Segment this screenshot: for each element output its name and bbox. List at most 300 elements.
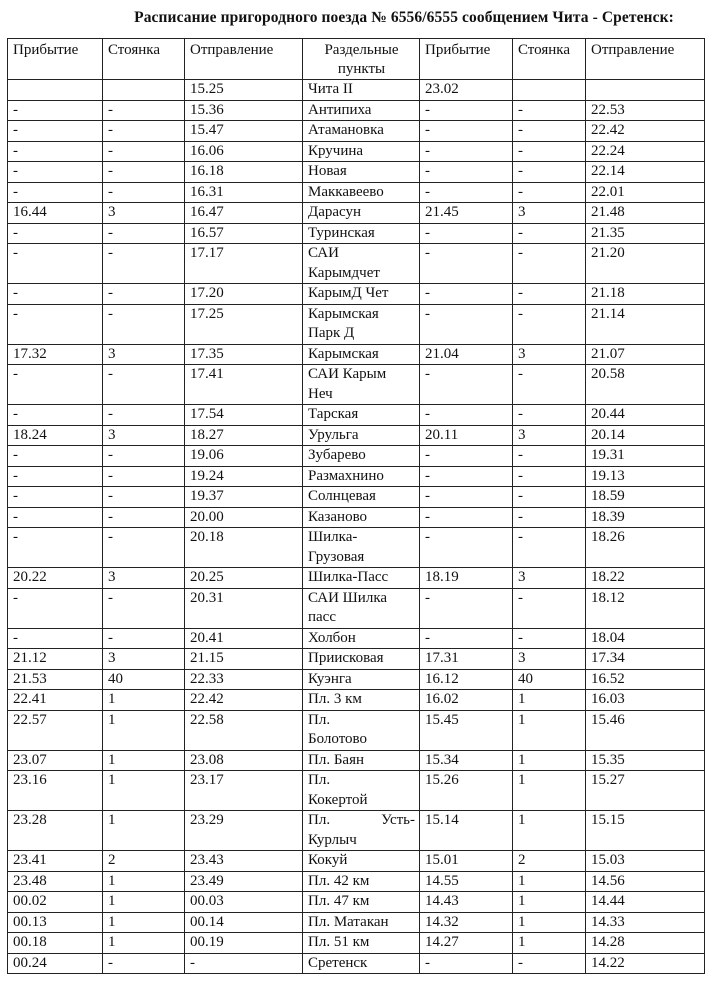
cell-departure-2: 15.27 — [586, 771, 705, 811]
cell-stop-1: - — [103, 628, 185, 649]
cell-station: Солнцевая — [303, 487, 420, 508]
cell-arrival-1: 22.57 — [8, 710, 103, 750]
cell-departure-1: 22.58 — [185, 710, 303, 750]
station-line: Парк Д — [308, 325, 355, 341]
cell-arrival-2: - — [420, 588, 513, 628]
cell-departure-1: 17.17 — [185, 244, 303, 284]
cell-arrival-2: - — [420, 446, 513, 467]
cell-stop-2: 1 — [513, 690, 586, 711]
cell-arrival-2: - — [420, 487, 513, 508]
cell-station — [303, 528, 420, 568]
cell-arrival-2: - — [420, 466, 513, 487]
cell-arrival-1: 23.28 — [8, 811, 103, 851]
station-line: Болотово — [308, 731, 368, 747]
cell-arrival-1: - — [8, 588, 103, 628]
cell-stop-2: 2 — [513, 851, 586, 872]
cell-stop-1: 1 — [103, 871, 185, 892]
cell-stop-2: 1 — [513, 871, 586, 892]
cell-departure-1: 00.03 — [185, 892, 303, 913]
cell-departure-2: 15.46 — [586, 710, 705, 750]
cell-stop-2: 1 — [513, 710, 586, 750]
cell-departure-1: 00.19 — [185, 933, 303, 954]
table-row — [8, 446, 705, 467]
header-row — [8, 39, 705, 80]
cell-departure-2: 14.28 — [586, 933, 705, 954]
cell-departure-2: 18.12 — [586, 588, 705, 628]
cell-stop-2: - — [513, 487, 586, 508]
cell-arrival-1: 23.48 — [8, 871, 103, 892]
cell-station: КарымД Чет — [303, 284, 420, 305]
cell-departure-2: 21.14 — [586, 304, 705, 344]
table-row — [8, 528, 705, 568]
cell-arrival-1: 23.41 — [8, 851, 103, 872]
cell-departure-2: 22.53 — [586, 100, 705, 121]
cell-departure-1: 17.25 — [185, 304, 303, 344]
cell-departure-1: 16.31 — [185, 182, 303, 203]
cell-arrival-2: 14.27 — [420, 933, 513, 954]
cell-station — [303, 710, 420, 750]
cell-arrival-2: 14.55 — [420, 871, 513, 892]
cell-arrival-1: - — [8, 528, 103, 568]
cell-departure-1: 23.43 — [185, 851, 303, 872]
table-row — [8, 80, 705, 101]
cell-station: Дарасун — [303, 203, 420, 224]
cell-arrival-1: 17.32 — [8, 344, 103, 365]
cell-departure-2: 19.13 — [586, 466, 705, 487]
header-departure-1: Отправление — [185, 39, 303, 80]
cell-arrival-2: 15.45 — [420, 710, 513, 750]
cell-stop-1: - — [103, 588, 185, 628]
cell-arrival-2: - — [420, 528, 513, 568]
cell-station: Кручина — [303, 141, 420, 162]
cell-stop-1: 3 — [103, 425, 185, 446]
table-row — [8, 365, 705, 405]
cell-departure-2: 18.04 — [586, 628, 705, 649]
cell-arrival-1: 23.16 — [8, 771, 103, 811]
cell-arrival-1: 00.18 — [8, 933, 103, 954]
cell-station: Пл. 51 км — [303, 933, 420, 954]
table-row — [8, 851, 705, 872]
header-arrival-1: Прибытие — [8, 39, 103, 80]
header-stations — [303, 39, 420, 80]
cell-stop-2: 40 — [513, 669, 586, 690]
cell-departure-1: - — [185, 953, 303, 974]
cell-stop-2: - — [513, 953, 586, 974]
cell-departure-1: 20.25 — [185, 568, 303, 589]
cell-departure-2: 21.18 — [586, 284, 705, 305]
table-row — [8, 628, 705, 649]
cell-departure-2: 17.34 — [586, 649, 705, 670]
cell-arrival-2: - — [420, 628, 513, 649]
cell-departure-1: 15.36 — [185, 100, 303, 121]
cell-station — [303, 304, 420, 344]
table-row — [8, 244, 705, 284]
cell-station: Пл. Баян — [303, 750, 420, 771]
cell-departure-2: 14.56 — [586, 871, 705, 892]
cell-arrival-2: - — [420, 162, 513, 183]
cell-stop-2: - — [513, 628, 586, 649]
station-line: Пл. Усть- — [308, 812, 415, 828]
cell-arrival-2: - — [420, 365, 513, 405]
cell-stop-1: 1 — [103, 933, 185, 954]
cell-station: Кокуй — [303, 851, 420, 872]
cell-arrival-2: - — [420, 405, 513, 426]
cell-stop-2: 3 — [513, 203, 586, 224]
cell-stop-2: 1 — [513, 750, 586, 771]
cell-arrival-1: - — [8, 405, 103, 426]
table-row — [8, 507, 705, 528]
cell-arrival-2: - — [420, 182, 513, 203]
cell-departure-2: 21.35 — [586, 223, 705, 244]
cell-arrival-2: - — [420, 244, 513, 284]
cell-departure-1: 18.27 — [185, 425, 303, 446]
cell-departure-2: 22.24 — [586, 141, 705, 162]
cell-departure-2: 14.22 — [586, 953, 705, 974]
cell-stop-1: 3 — [103, 203, 185, 224]
cell-stop-2: - — [513, 284, 586, 305]
table-row — [8, 710, 705, 750]
cell-station: Приисковая — [303, 649, 420, 670]
cell-station: Тарская — [303, 405, 420, 426]
cell-station: Холбон — [303, 628, 420, 649]
cell-station: Пл. 47 км — [303, 892, 420, 913]
cell-stop-2: - — [513, 100, 586, 121]
cell-arrival-1: - — [8, 487, 103, 508]
cell-departure-1: 19.06 — [185, 446, 303, 467]
cell-arrival-2: 23.02 — [420, 80, 513, 101]
cell-arrival-2: 21.45 — [420, 203, 513, 224]
table-row — [8, 953, 705, 974]
cell-arrival-1: - — [8, 100, 103, 121]
cell-departure-2: 22.42 — [586, 121, 705, 142]
cell-arrival-1: 21.12 — [8, 649, 103, 670]
cell-arrival-2: 14.32 — [420, 912, 513, 933]
station-line: Карымская — [308, 305, 379, 322]
cell-station — [303, 244, 420, 284]
station-line: Неч — [308, 385, 333, 402]
cell-stop-2: 3 — [513, 649, 586, 670]
table-row — [8, 690, 705, 711]
station-line: Пл. — [308, 772, 331, 788]
cell-arrival-2: 16.02 — [420, 690, 513, 711]
cell-stop-2: - — [513, 223, 586, 244]
cell-stop-1: - — [103, 528, 185, 568]
table-row — [8, 750, 705, 771]
table-row — [8, 223, 705, 244]
cell-departure-1: 20.00 — [185, 507, 303, 528]
table-row — [8, 425, 705, 446]
cell-station — [303, 811, 420, 851]
cell-departure-2: 22.14 — [586, 162, 705, 183]
cell-stop-2: 1 — [513, 933, 586, 954]
cell-stop-2: - — [513, 365, 586, 405]
table-row — [8, 649, 705, 670]
cell-stop-1: 2 — [103, 851, 185, 872]
cell-arrival-1: - — [8, 466, 103, 487]
cell-station: Антипиха — [303, 100, 420, 121]
cell-arrival-2: 15.01 — [420, 851, 513, 872]
cell-arrival-1: - — [8, 304, 103, 344]
table-row — [8, 466, 705, 487]
cell-arrival-2: 16.12 — [420, 669, 513, 690]
cell-departure-1: 22.33 — [185, 669, 303, 690]
cell-arrival-1: 00.13 — [8, 912, 103, 933]
cell-station: Зубарево — [303, 446, 420, 467]
cell-arrival-1: - — [8, 628, 103, 649]
cell-stop-1: - — [103, 405, 185, 426]
cell-stop-2: 3 — [513, 425, 586, 446]
cell-arrival-2: 14.43 — [420, 892, 513, 913]
table-row — [8, 162, 705, 183]
cell-arrival-1: 21.53 — [8, 669, 103, 690]
cell-departure-1: 17.41 — [185, 365, 303, 405]
table-row — [8, 182, 705, 203]
cell-stop-2 — [513, 80, 586, 101]
cell-arrival-2: 20.11 — [420, 425, 513, 446]
header-stop-2: Стоянка — [513, 39, 586, 80]
table-row — [8, 568, 705, 589]
cell-arrival-1: - — [8, 507, 103, 528]
cell-departure-2: 14.44 — [586, 892, 705, 913]
cell-arrival-2: - — [420, 953, 513, 974]
cell-stop-1: - — [103, 446, 185, 467]
cell-station: Туринская — [303, 223, 420, 244]
cell-stop-1: 1 — [103, 771, 185, 811]
station-line: САИ — [308, 245, 339, 261]
cell-stop-1: 1 — [103, 750, 185, 771]
table-row — [8, 771, 705, 811]
cell-station: Новая — [303, 162, 420, 183]
cell-stop-2: 1 — [513, 892, 586, 913]
cell-departure-1: 19.37 — [185, 487, 303, 508]
cell-station: Пл. 42 км — [303, 871, 420, 892]
cell-departure-2: 14.33 — [586, 912, 705, 933]
cell-stop-1: - — [103, 365, 185, 405]
table-row — [8, 933, 705, 954]
station-line: Шилка- — [308, 529, 358, 545]
cell-departure-1: 20.41 — [185, 628, 303, 649]
cell-stop-1: 3 — [103, 568, 185, 589]
cell-arrival-2: 15.26 — [420, 771, 513, 811]
cell-arrival-2: - — [420, 100, 513, 121]
table-header — [8, 39, 705, 80]
cell-stop-1: - — [103, 304, 185, 344]
cell-departure-2: 15.03 — [586, 851, 705, 872]
cell-arrival-1: - — [8, 141, 103, 162]
cell-stop-1: - — [103, 141, 185, 162]
header-departure-2: Отправление — [586, 39, 705, 80]
cell-departure-1: 22.42 — [185, 690, 303, 711]
cell-stop-2: - — [513, 507, 586, 528]
cell-stop-1: - — [103, 284, 185, 305]
cell-arrival-2: 17.31 — [420, 649, 513, 670]
cell-departure-1: 21.15 — [185, 649, 303, 670]
cell-departure-2: 20.58 — [586, 365, 705, 405]
table-row — [8, 892, 705, 913]
cell-arrival-1: 16.44 — [8, 203, 103, 224]
table-row — [8, 203, 705, 224]
table-row — [8, 811, 705, 851]
cell-arrival-2: 18.19 — [420, 568, 513, 589]
cell-arrival-2: - — [420, 507, 513, 528]
table-row — [8, 871, 705, 892]
table-row — [8, 100, 705, 121]
cell-stop-2: 1 — [513, 811, 586, 851]
cell-arrival-1: 20.22 — [8, 568, 103, 589]
cell-stop-2: - — [513, 588, 586, 628]
cell-arrival-1: - — [8, 365, 103, 405]
cell-stop-2: - — [513, 446, 586, 467]
cell-station — [303, 771, 420, 811]
cell-stop-2: - — [513, 528, 586, 568]
cell-arrival-2: - — [420, 304, 513, 344]
cell-station: Куэнга — [303, 669, 420, 690]
cell-arrival-1: - — [8, 162, 103, 183]
cell-departure-1: 23.29 — [185, 811, 303, 851]
cell-departure-2: 19.31 — [586, 446, 705, 467]
cell-arrival-2: - — [420, 141, 513, 162]
table-body — [8, 80, 705, 974]
cell-stop-1: 1 — [103, 690, 185, 711]
cell-departure-1: 19.24 — [185, 466, 303, 487]
cell-arrival-1: - — [8, 121, 103, 142]
cell-departure-2: 18.22 — [586, 568, 705, 589]
cell-stop-1: - — [103, 162, 185, 183]
cell-arrival-1: 22.41 — [8, 690, 103, 711]
cell-stop-1: - — [103, 182, 185, 203]
cell-stop-2: - — [513, 182, 586, 203]
cell-stop-1: 1 — [103, 710, 185, 750]
cell-departure-2: 21.07 — [586, 344, 705, 365]
table-row — [8, 669, 705, 690]
cell-arrival-2: - — [420, 121, 513, 142]
header-arrival-2: Прибытие — [420, 39, 513, 80]
cell-departure-2: 22.01 — [586, 182, 705, 203]
cell-departure-1: 16.57 — [185, 223, 303, 244]
table-row — [8, 405, 705, 426]
cell-arrival-2: - — [420, 223, 513, 244]
cell-departure-1: 23.08 — [185, 750, 303, 771]
header-stations-line: Раздельные — [324, 42, 399, 58]
cell-departure-1: 16.47 — [185, 203, 303, 224]
cell-station: Сретенск — [303, 953, 420, 974]
station-line: пасс — [308, 609, 337, 625]
cell-departure-2: 15.15 — [586, 811, 705, 851]
station-line: Кокертой — [308, 791, 368, 808]
cell-departure-1: 23.17 — [185, 771, 303, 811]
cell-stop-2: 3 — [513, 344, 586, 365]
cell-departure-1: 15.25 — [185, 80, 303, 101]
cell-stop-1 — [103, 80, 185, 101]
cell-stop-2: 1 — [513, 912, 586, 933]
cell-arrival-1: - — [8, 223, 103, 244]
table-row — [8, 912, 705, 933]
cell-departure-2: 20.14 — [586, 425, 705, 446]
cell-arrival-2: 15.14 — [420, 811, 513, 851]
cell-arrival-1: 00.02 — [8, 892, 103, 913]
cell-arrival-1: 23.07 — [8, 750, 103, 771]
cell-arrival-1: - — [8, 182, 103, 203]
cell-stop-1: - — [103, 100, 185, 121]
cell-departure-1: 16.06 — [185, 141, 303, 162]
cell-station — [303, 588, 420, 628]
cell-departure-1: 20.18 — [185, 528, 303, 568]
cell-departure-1: 17.35 — [185, 344, 303, 365]
cell-stop-2: - — [513, 304, 586, 344]
cell-departure-2 — [586, 80, 705, 101]
cell-station: Казаново — [303, 507, 420, 528]
cell-stop-1: 40 — [103, 669, 185, 690]
cell-arrival-1: 18.24 — [8, 425, 103, 446]
table-row — [8, 141, 705, 162]
cell-station: Пл. 3 км — [303, 690, 420, 711]
cell-arrival-2: 15.34 — [420, 750, 513, 771]
cell-stop-1: 3 — [103, 344, 185, 365]
cell-station: Карымская — [303, 344, 420, 365]
station-line: Карымдчет — [308, 264, 380, 281]
table-row — [8, 344, 705, 365]
table-row — [8, 121, 705, 142]
cell-arrival-1: - — [8, 244, 103, 284]
cell-departure-2: 21.48 — [586, 203, 705, 224]
cell-station: Шилка-Пасс — [303, 568, 420, 589]
table-row — [8, 487, 705, 508]
cell-departure-2: 15.35 — [586, 750, 705, 771]
cell-stop-1: 1 — [103, 892, 185, 913]
cell-departure-2: 16.03 — [586, 690, 705, 711]
cell-arrival-2: - — [420, 284, 513, 305]
cell-stop-1: - — [103, 953, 185, 974]
station-line: Грузовая — [308, 548, 365, 565]
cell-stop-2: - — [513, 121, 586, 142]
cell-station: Пл. Матакан — [303, 912, 420, 933]
cell-stop-1: - — [103, 507, 185, 528]
cell-arrival-1: 00.24 — [8, 953, 103, 974]
cell-stop-1: - — [103, 121, 185, 142]
cell-station: Атамановка — [303, 121, 420, 142]
station-line: САИ Карым — [308, 366, 387, 382]
table-row — [8, 304, 705, 344]
cell-departure-2: 18.26 — [586, 528, 705, 568]
cell-stop-2: 3 — [513, 568, 586, 589]
table-row — [8, 284, 705, 305]
cell-stop-1: 1 — [103, 811, 185, 851]
cell-stop-1: - — [103, 466, 185, 487]
cell-departure-1: 23.49 — [185, 871, 303, 892]
table-row — [8, 588, 705, 628]
cell-arrival-1: - — [8, 284, 103, 305]
page-title: Расписание пригородного поезда № 6556/6555 сообщением Чита - Сретенск: — [134, 9, 674, 26]
station-line: Пл. — [308, 711, 331, 728]
cell-stop-1: 3 — [103, 649, 185, 670]
cell-departure-1: 17.54 — [185, 405, 303, 426]
cell-station: Маккавеево — [303, 182, 420, 203]
cell-stop-1: - — [103, 223, 185, 244]
cell-arrival-1: - — [8, 446, 103, 467]
cell-stop-2: - — [513, 162, 586, 183]
cell-departure-2: 18.39 — [586, 507, 705, 528]
cell-stop-2: - — [513, 466, 586, 487]
cell-departure-1: 17.20 — [185, 284, 303, 305]
cell-stop-1: - — [103, 244, 185, 284]
cell-station — [303, 365, 420, 405]
cell-stop-2: - — [513, 405, 586, 426]
cell-departure-1: 16.18 — [185, 162, 303, 183]
cell-station: Чита II — [303, 80, 420, 101]
header-stop-1: Стоянка — [103, 39, 185, 80]
cell-station: Размахнино — [303, 466, 420, 487]
station-line: САИ Шилка — [308, 589, 388, 606]
